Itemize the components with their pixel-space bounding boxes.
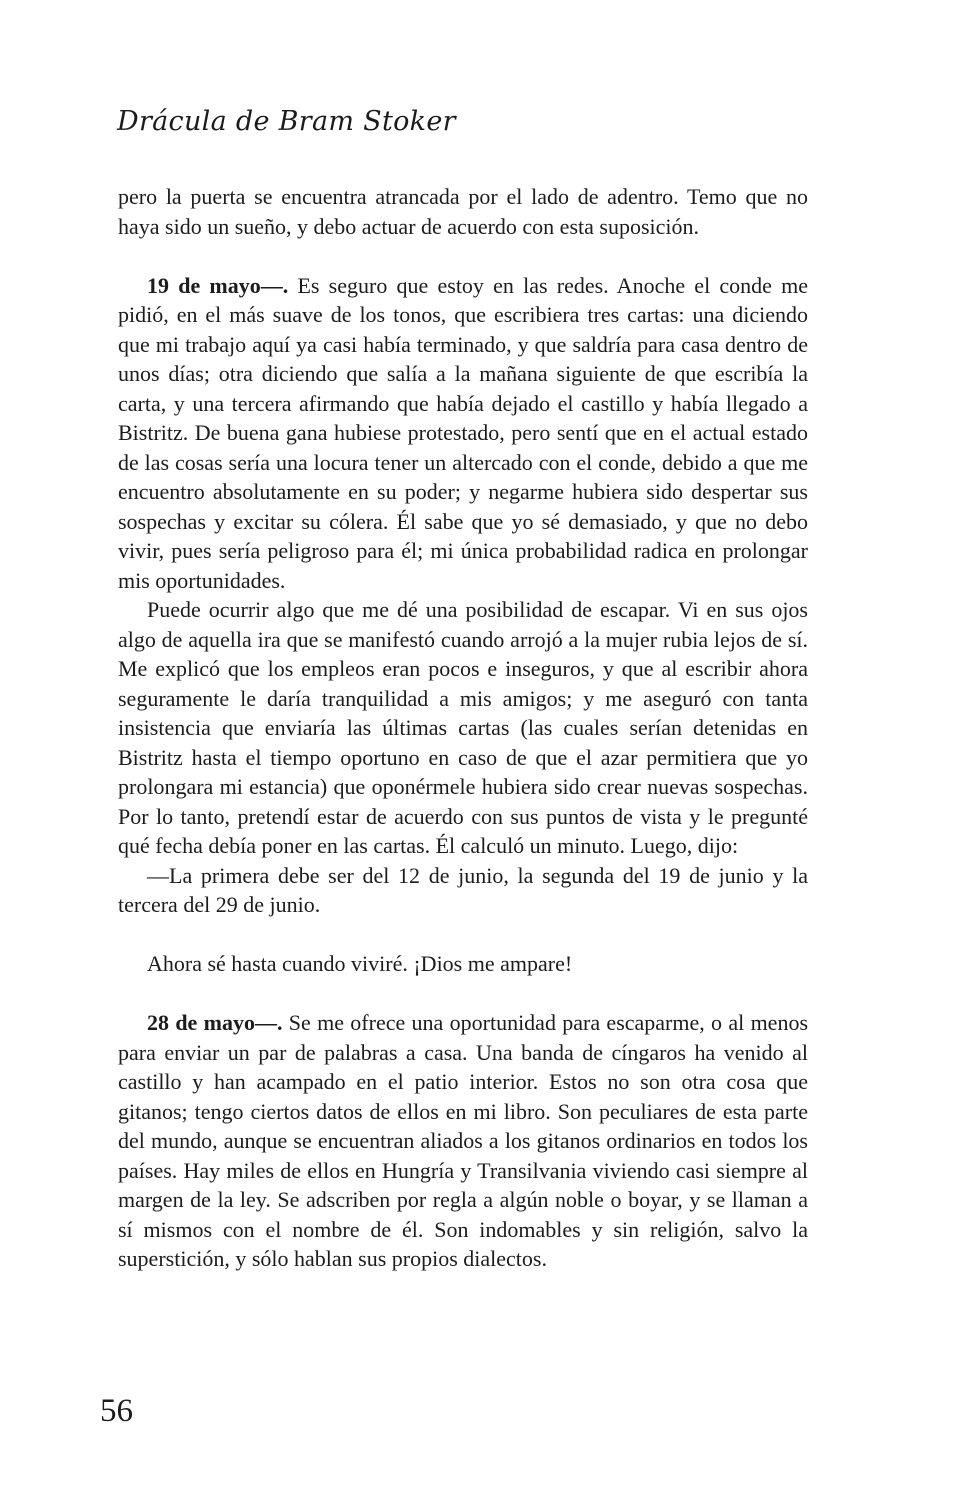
diary-entry-28-mayo	[118, 1008, 808, 1274]
page-number: 56	[100, 1393, 133, 1429]
dialogue-line: —La primera debe ser del 12 de junio, la segunda del 19 de junio y la tercera del 29 de junio.	[118, 862, 808, 917]
page-body	[118, 182, 808, 1274]
paragraph: Ahora sé hasta cuando viviré. ¡Dios me ampare!	[147, 951, 573, 976]
diary-entry-19-mayo	[118, 271, 808, 596]
entry-date: 28 de mayo—.	[147, 1010, 283, 1035]
entry-text: Se me ofrece una oportunidad para escaparme, o al menos para enviar un par de palabras a casa. Una banda de cíngaros ha venido al castillo y han acampado en el patio interior. Estos no son otra cosa que gitanos; tengo ciertos datos de ellos en mi libro. Son peculiares de esta parte del mundo, aunque se encuentran aliados a los gitanos ordinarios en todos los países. Hay miles de ellos en Hungría y Transilvania viviendo casi siempre al margen de la ley. Se adscriben por regla a algún noble o boyar, y se llaman a sí mismos con el nombre de él. Son indomables y sin religión, salvo la superstición, y sólo hablan sus propios dialectos.	[118, 1010, 809, 1271]
paragraph-continuation: pero la puerta se encuentra atrancada por el lado de adentro. Temo que no haya sido un sueño, y debo actuar de acuerdo con esta suposición.	[118, 184, 808, 239]
entry-date: 19 de mayo—.	[147, 272, 289, 298]
entry-text: Es seguro que estoy en las redes. Anoche el conde me pidió, en el más suave de los tonos, que escribiera tres cartas: una diciendo que mi trabajo aquí ya casi había terminado, y que saldría para casa dentro de unos días; otra diciendo que salía a la mañana siguiente de que escribía la carta, y una tercera afirmando que había dejado el castillo y había llegado a Bistritz. De buena gana hubiese protestado, pero sentí que en el actual estado de las cosas sería una locura tener un altercado con el conde, debido a que me encuentro absolutamente en su poder; y negarme hubiera sido despertar sus sospechas y excitar su cólera. Él sabe que yo sé demasiado, y que no debo vivir, pues sería peligroso para él; mi única probabilidad radica en prolongar mis oportunidades.	[118, 272, 808, 593]
running-header: Drácula de Bram Stoker	[117, 106, 456, 137]
paragraph: Puede ocurrir algo que me dé una posibilidad de escapar. Vi en sus ojos algo de aquella ira que se manifestó cuando arrojó a la mujer rubia lejos de sí. Me explicó que los empleos eran pocos e inseguros, y que al escribir ahora seguramente le daría tranquilidad a mis amigos; y me aseguró con tanta insistencia que enviaría las últimas cartas (las cuales serían detenidas en Bistritz hasta el tiempo oportuno en caso de que el azar permitiera que yo prolongara mi estancia) que oponérmele hubiera sido crear nuevas sospechas. Por lo tanto, pretendí estar de acuerdo con sus puntos de vista y le pregunté qué fecha debía poner en las cartas. Él calculó un minuto. Luego, dijo:	[118, 597, 808, 858]
